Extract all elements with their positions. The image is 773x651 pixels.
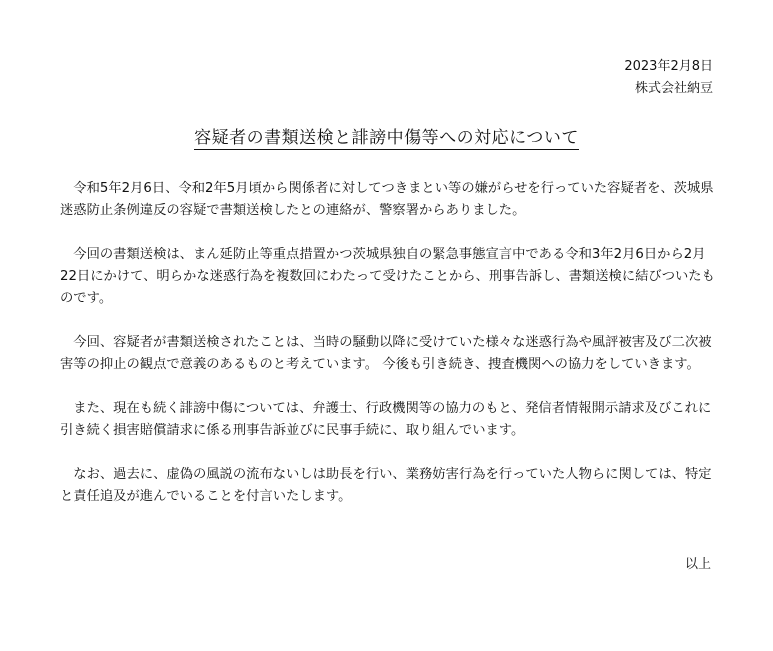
paragraph-5: なお、過去に、虚偽の風説の流布ないしは助長を行い、業務妨害行為を行っていた人物らに関しては、特定と責任追及が進んでいることを付言いたします。 [60,467,712,504]
closing-remark: 以上 [684,557,711,572]
paragraph-3: 今回、容疑者が書類送検されたことは、当時の騒動以降に受けていた様々な迷惑行為や風評被害及び二次被害等の抑止の観点で意義のあるものと考えています。 今後も引き続き、捜査機関への協力をしていきます。 [60,335,712,372]
paragraph-4: また、現在も続く誹謗中傷については、弁護士、行政機関等の協力のもと、発信者情報開示請求及びこれに引き続く損害賠償請求に係る刑事告訴並びに民事手続に、取り組んでいます。 [60,401,712,438]
company-name: 株式会社納豆 [634,81,713,96]
document-title: 容疑者の書類送検と誹謗中傷等への対応について [194,128,579,148]
document-header [624,56,713,100]
paragraph-1: 令和5年2月6日、令和2年5月頃から関係者に対してつきまとい等の嫌がらせを行っていた容疑者を、茨城県迷惑防止条例違反の容疑で書類送検したとの連絡が、警察署からありました。 [60,181,714,218]
paragraph-2: 今回の書類送検は、まん延防止等重点措置かつ茨城県独自の緊急事態宣言中である令和3年2月6日から2月22日にかけて、明らかな迷惑行為を複数回にわたって受けたことから、刑事告訴し、書類送検に結びついたものです。 [60,247,715,306]
document-body [60,178,720,530]
document-date: 2023年2月8日 [624,59,713,74]
document-title-container [0,123,773,148]
